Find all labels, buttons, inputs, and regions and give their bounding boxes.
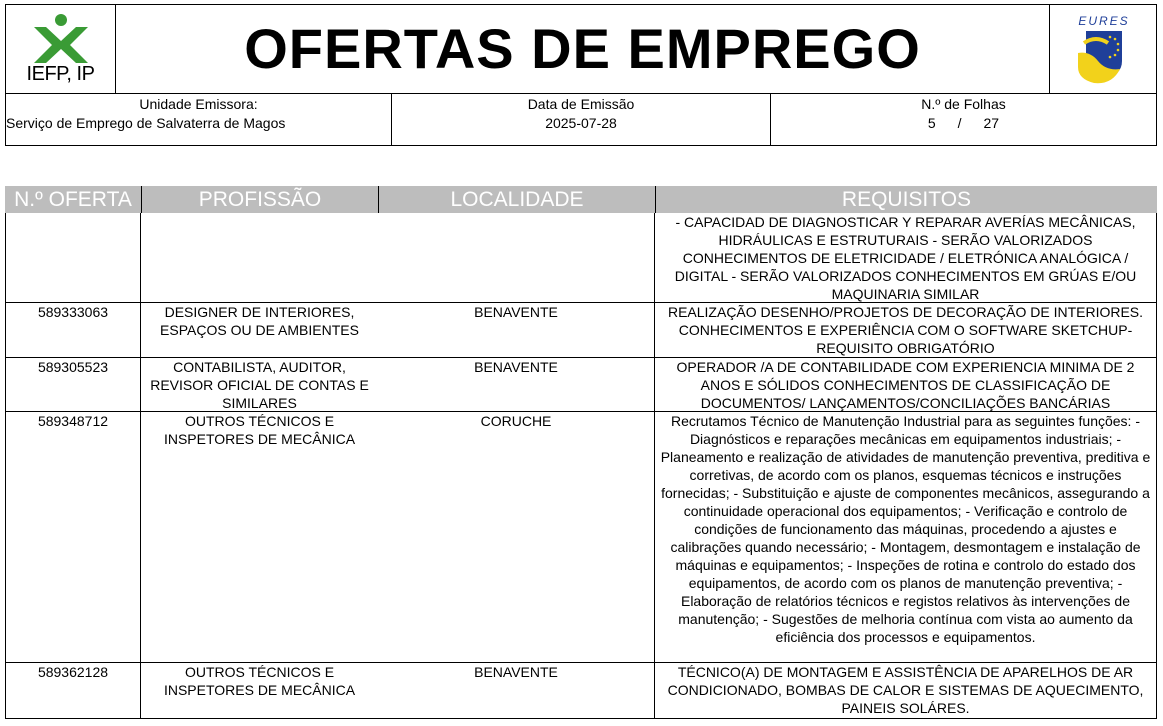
eures-logo	[1049, 5, 1157, 93]
cell-requisitos: REALIZAÇÃO DESENHO/PROJETOS DE DECORAÇÃO DE INTERIORES. CONHECIMENTOS E EXPERIÊNCIA COM O SOFTWARE SKETCHUP-REQUISITO OBRIGATÓRIO	[655, 303, 1157, 357]
cell-localidade: BENAVENTE	[378, 303, 655, 357]
sheet-current: 5	[927, 115, 936, 131]
table-row	[5, 663, 1157, 719]
cell-oferta: 589362128	[5, 663, 141, 718]
cell-localidade: CORUCHE	[378, 412, 655, 662]
header-info-row	[6, 93, 1156, 146]
eures-logo-text: EURES	[1078, 14, 1130, 28]
title-cell	[116, 5, 1049, 93]
sheet-count-value	[771, 114, 1156, 133]
sheet-total: 27	[983, 115, 1000, 131]
sheet-count	[771, 94, 1156, 146]
issue-date-label: Data de Emissão	[527, 96, 635, 112]
cell-oferta: 589305523	[5, 358, 141, 411]
table-row	[5, 412, 1157, 663]
issue-date-value: 2025-07-28	[545, 115, 617, 131]
column-header-oferta: N.º OFERTA	[14, 188, 132, 211]
cell-profissao: OUTROS TÉCNICOS E INSPETORES DE MECÂNICA	[163, 664, 356, 698]
column-header-localidade: LOCALIDADE	[378, 186, 655, 213]
page-title: OFERTAS DE EMPREGO	[244, 17, 921, 80]
cell-oferta: 589333063	[5, 303, 141, 357]
iefp-logo-text: IEFP, IP	[26, 63, 95, 85]
iefp-logo-icon	[30, 13, 92, 63]
table-row	[5, 358, 1157, 412]
issuing-unit-value: Serviço de Emprego de Salvaterra de Magos	[6, 115, 286, 131]
column-header-profissao: PROFISSÃO	[141, 186, 378, 213]
table-header	[5, 186, 1157, 213]
cell-profissao	[141, 213, 378, 302]
cell-requisitos: OPERADOR /A DE CONTABILIDADE COM EXPERIENCIA MINIMA DE 2 ANOS E SÓLIDOS CONHECIMENTOS DE CLASSIFICAÇÃO DE DOCUMENTOS/ LANÇAMENTOS/CONCILIAÇÕES BANCÁRIAS	[655, 358, 1157, 411]
table-row	[5, 213, 1157, 303]
cell-localidade: BENAVENTE	[378, 663, 655, 718]
cell-profissao: DESIGNER DE INTERIORES, ESPAÇOS OU DE AMBIENTES	[160, 304, 359, 338]
cell-profissao: OUTROS TÉCNICOS E INSPETORES DE MECÂNICA	[163, 413, 356, 447]
cell-requisitos: Recrutamos Técnico de Manutenção Industrial para as seguintes funções: - Diagnósticos e reparações mecânicas em equipamentos industriais; - Planeamento e realização de atividades de manutenção preventiva, preditiva e corretivas, de acordo com os planos, esquemas técnicos e instruções fornecidas; - Substituição e ajuste de componentes mecânicos, assegurando a continuidade operacional dos equipamentos; - Verificação e controlo de condições de funcionamento das máquinas, procedendo a ajustes e calibrações quando necessário; - Montagem, desmontagem e instalação de máquinas e equipamentos; - Inspeções de rotina e controlo do estado dos equipamentos, de acordo com os planos de manutenção preventiva; - Elaboração de relatórios técnicos e registos relativos às intervenções de manutenção; - Sugestões de melhoria contínua com vista ao aumento da eficiência dos processos e equipamentos.	[655, 412, 1157, 662]
issuing-unit	[6, 94, 392, 146]
table-row	[5, 303, 1157, 358]
cell-requisitos: TÉCNICO(A) DE MONTAGEM E ASSISTÊNCIA DE APARELHOS DE AR CONDICIONADO, BOMBAS DE CALOR E SISTEMAS DE AQUECIMENTO, PAINEIS SOLÁRES.	[655, 663, 1157, 718]
cell-localidade	[378, 213, 655, 302]
cell-requisitos: - CAPACIDAD DE DIAGNOSTICAR Y REPARAR AVERÍAS MECÂNICAS, HIDRÁULICAS E ESTRUTURAIS - SERÃO VALORIZADOS CONHECIMENTOS DE ELETRICIDADE / ELETRÓNICA ANALÓGICA / DIGITAL - SERÃO VALORIZADOS CONHECIMENTOS EM GRÚAS E/OU MAQUINARIA SIMILAR	[655, 213, 1157, 302]
cell-profissao: CONTABILISTA, AUDITOR, REVISOR OFICIAL DE CONTAS E SIMILARES	[150, 359, 369, 411]
cell-oferta: 589348712	[5, 412, 141, 662]
cell-localidade: BENAVENTE	[378, 358, 655, 411]
sheet-count-label: N.º de Folhas	[921, 96, 1006, 112]
cell-oferta	[5, 213, 141, 302]
eures-logo-icon	[1064, 13, 1144, 87]
document-header	[5, 4, 1157, 146]
issue-date	[392, 94, 771, 146]
column-header-requisitos: REQUISITOS	[655, 186, 1157, 213]
iefp-logo	[6, 5, 116, 93]
sheet-separator: /	[957, 115, 962, 131]
issuing-unit-label: Unidade Emissora:	[139, 96, 258, 112]
